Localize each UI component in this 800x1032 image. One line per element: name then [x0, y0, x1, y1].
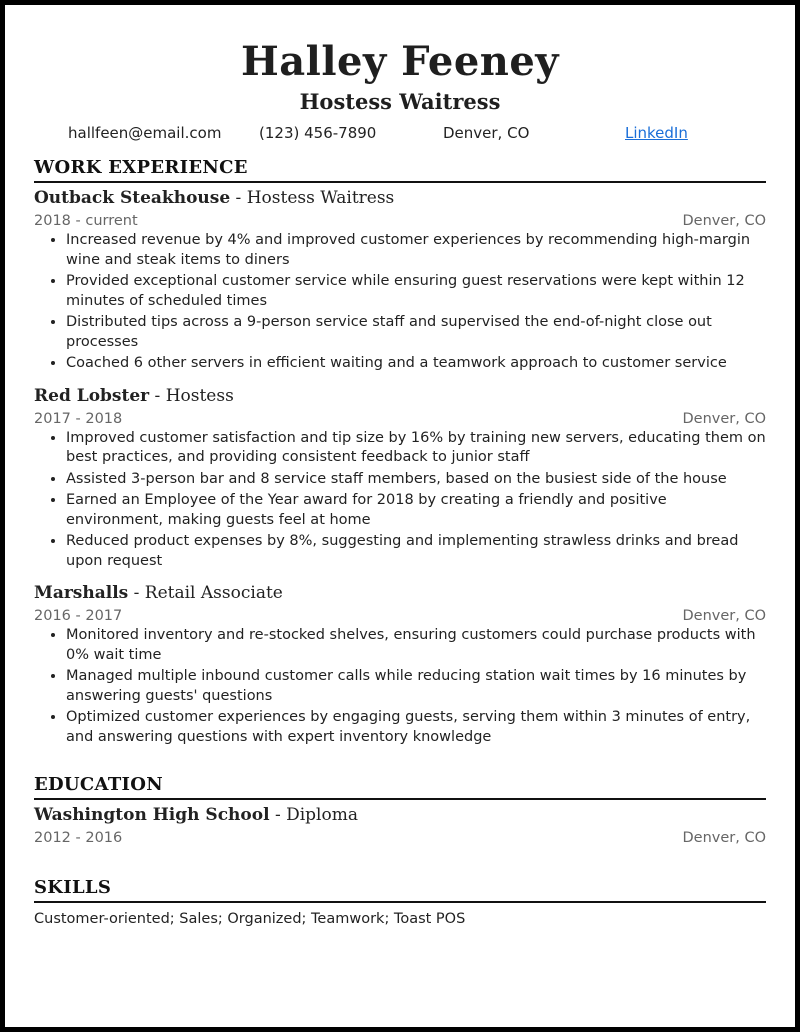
section-title-education: EDUCATION [34, 773, 766, 800]
list-item: • Optimized customer experiences by engaging guests, serving them within 3 minutes of entry, and answering questions with expert inventory knowledge [66, 708, 766, 747]
job-company: Marshalls [34, 583, 129, 603]
job-location: Denver, CO [682, 213, 766, 229]
contact-phone: (123) 456-7890 [259, 124, 377, 142]
job-entry [34, 580, 766, 747]
section-title-skills: SKILLS [34, 876, 766, 903]
education-degree: Diploma [286, 805, 358, 825]
education-separator: - [269, 805, 287, 825]
contact-row [34, 122, 766, 146]
education-heading [34, 802, 766, 828]
education-meta [34, 828, 766, 848]
job-heading [34, 185, 766, 211]
section-title-work: WORK EXPERIENCE [34, 156, 766, 183]
candidate-name: Halley Feeney [240, 38, 560, 85]
job-meta [34, 606, 766, 626]
job-dates: 2017 - 2018 [34, 410, 123, 427]
work-experience-section [34, 156, 766, 747]
job-position: Hostess [165, 385, 234, 406]
job-location: Denver, CO [682, 410, 766, 427]
education-section [34, 773, 766, 848]
job-heading [34, 383, 766, 409]
list-item: • Increased revenue by 4% and improved customer experiences by recommending high-margin wine and steak items to diners [66, 231, 766, 270]
education-school: Washington High School [34, 805, 270, 825]
candidate-role: Hostess Waitress [299, 89, 501, 114]
linkedin-link[interactable]: LinkedIn [625, 124, 688, 142]
job-location: Denver, CO [682, 608, 766, 624]
contact-email: hallfeen@email.com [68, 124, 222, 142]
education-dates: 2012 - 2016 [34, 830, 123, 846]
job-heading [34, 580, 766, 606]
job-separator: - [149, 385, 166, 406]
job-meta [34, 409, 766, 429]
job-bullets [34, 231, 766, 374]
education-entry [34, 802, 766, 848]
skills-section [34, 876, 766, 929]
list-item: • Monitored inventory and re-stocked shelves, ensuring customers could purchase products with 0% wait time [66, 626, 766, 665]
list-item: • Provided exceptional customer service while ensuring guest reservations were kept within 12 minutes of scheduled times [66, 272, 766, 311]
education-location: Denver, CO [682, 830, 766, 846]
job-meta [34, 211, 766, 231]
list-item: • Earned an Employee of the Year award for 2018 by creating a friendly and positive environment, making guests feel at home [66, 491, 766, 530]
list-item: • Improved customer satisfaction and tip size by 16% by training new servers, educating them on best practices, and providing consistent feedback to junior staff [66, 429, 766, 468]
job-bullets [34, 429, 766, 572]
list-item: • Assisted 3-person bar and 8 service staff members, based on the busiest side of the house [66, 470, 766, 490]
list-item: • Distributed tips across a 9-person service staff and supervised the end-of-night close out processes [66, 313, 766, 352]
job-entry [34, 185, 766, 374]
list-item: • Reduced product expenses by 8%, suggesting and implementing strawless drinks and bread upon request [66, 532, 766, 571]
job-entry [34, 383, 766, 572]
job-separator: - [128, 583, 145, 603]
job-bullets [34, 626, 766, 747]
job-separator: - [230, 188, 247, 208]
job-dates: 2016 - 2017 [34, 608, 123, 624]
list-item: • Coached 6 other servers in efficient waiting and a teamwork approach to customer service [66, 354, 766, 374]
job-company: Red Lobster [34, 385, 150, 406]
job-dates: 2018 - current [34, 213, 138, 229]
job-position: Retail Associate [144, 583, 283, 603]
contact-location: Denver, CO [443, 124, 530, 142]
job-position: Hostess Waitress [246, 188, 395, 208]
resume-page [5, 5, 795, 1027]
job-company: Outback Steakhouse [34, 188, 231, 208]
list-item: • Managed multiple inbound customer calls while reducing station wait times by 16 minutes by answering guests' questions [66, 667, 766, 706]
skills-list: Customer-oriented; Sales; Organized; Teamwork; Toast POS [34, 911, 466, 927]
